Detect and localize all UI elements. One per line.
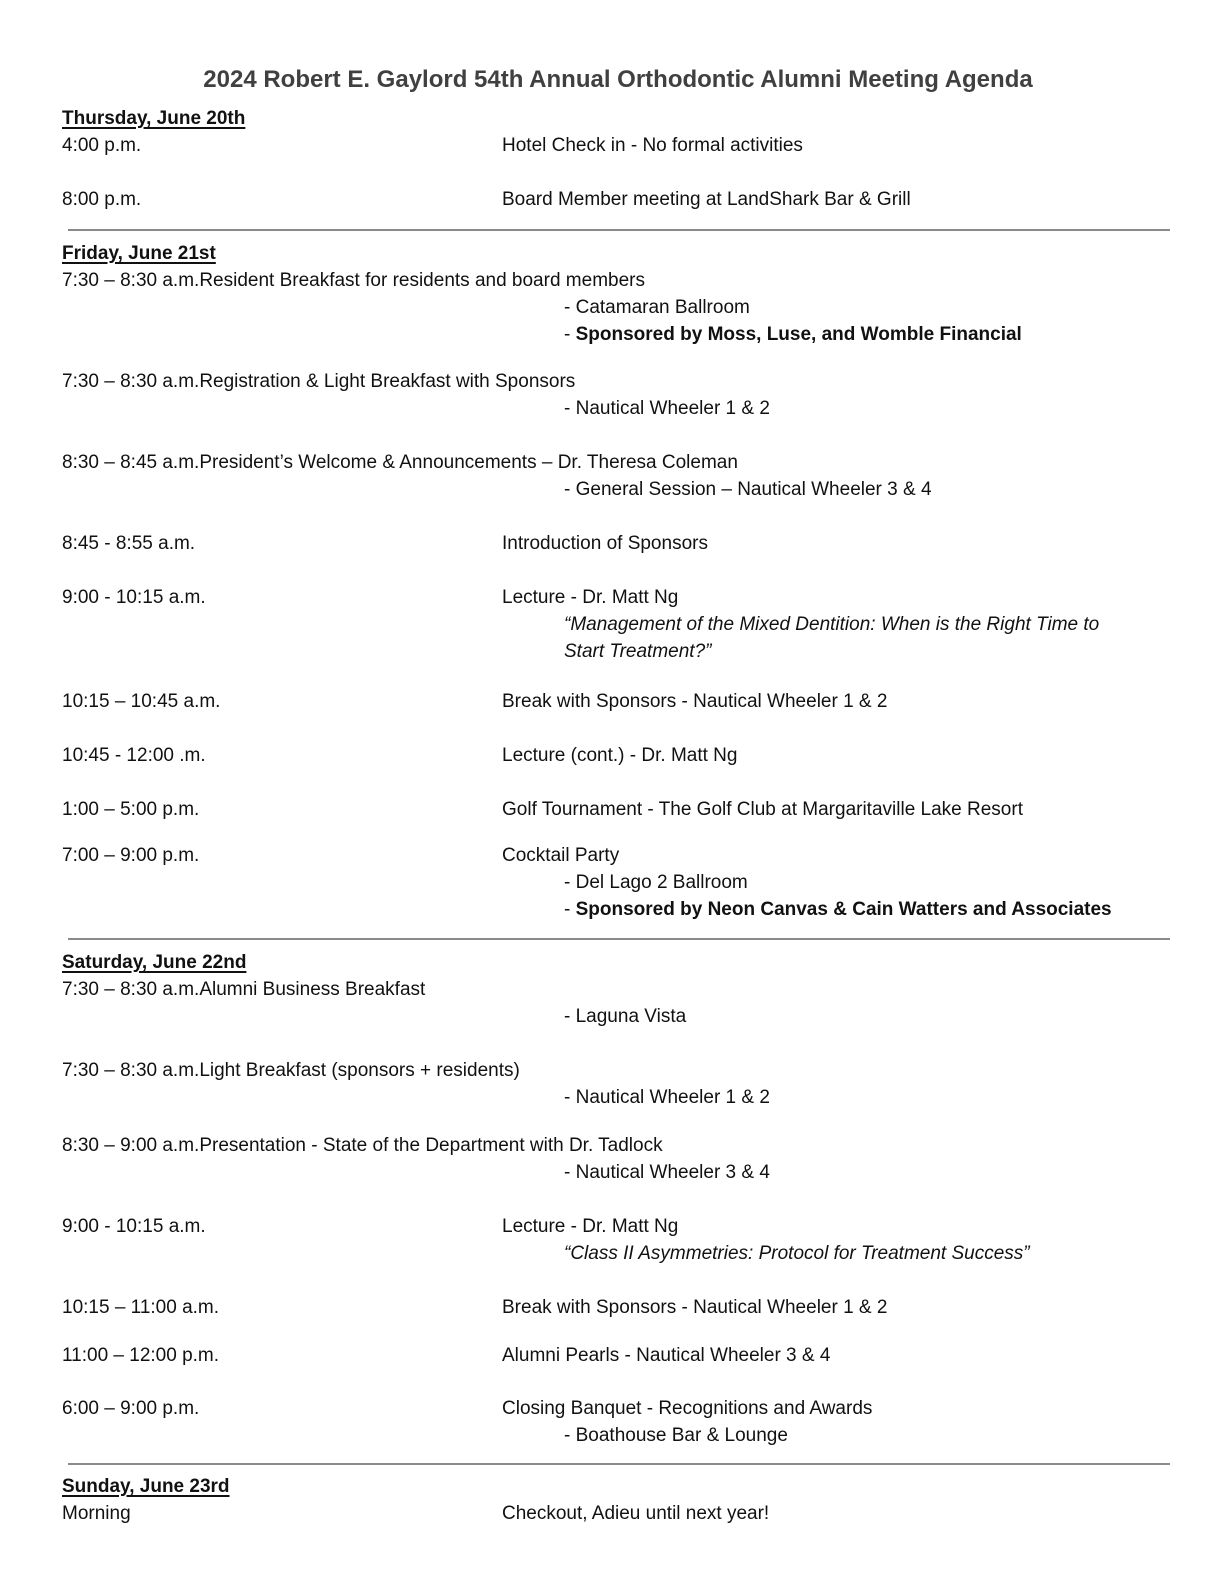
day-heading-friday: Friday, June 21st	[62, 243, 216, 264]
section-divider	[68, 938, 1170, 940]
agenda-description: Lecture - Dr. Matt Ng	[502, 587, 679, 608]
agenda-location: - General Session – Nautical Wheeler 3 & 4	[564, 479, 932, 500]
agenda-location: - Nautical Wheeler 1 & 2	[564, 1087, 770, 1108]
agenda-time: 10:15 – 10:45 a.m.	[62, 691, 221, 712]
agenda-time: 6:00 – 9:00 p.m.	[62, 1398, 200, 1419]
day-heading-sunday: Sunday, June 23rd	[62, 1476, 230, 1497]
agenda-time: 10:15 – 11:00 a.m.	[62, 1297, 220, 1318]
agenda-sponsor	[564, 325, 1022, 344]
sponsor-name: Sponsored by Moss, Luse, and Womble Financial	[575, 324, 1022, 345]
agenda-time: 8:00 p.m.	[62, 189, 142, 210]
section-divider	[68, 229, 1170, 231]
agenda-description: Break with Sponsors - Nautical Wheeler 1 & 2	[502, 691, 888, 712]
agenda-time: 10:45 - 12:00 .m.	[62, 745, 206, 766]
agenda-description: Lecture (cont.) - Dr. Matt Ng	[502, 745, 738, 766]
lecture-title: “Class II Asymmetries: Protocol for Treatment Success”	[564, 1243, 1030, 1264]
agenda-time: 9:00 - 10:15 a.m.	[62, 1216, 206, 1237]
day-heading-saturday: Saturday, June 22nd	[62, 952, 247, 973]
agenda-location: - Del Lago 2 Ballroom	[564, 872, 748, 893]
agenda-time: 8:45 - 8:55 a.m.	[62, 533, 196, 554]
agenda-line: 7:30 – 8:30 a.m.Registration & Light Breakfast with Sponsors	[62, 371, 576, 392]
agenda-line: 8:30 – 8:45 a.m.President’s Welcome & Announcements – Dr. Theresa Coleman	[62, 452, 738, 473]
agenda-description: Board Member meeting at LandShark Bar & Grill	[502, 189, 911, 210]
agenda-description: Alumni Pearls - Nautical Wheeler 3 & 4	[502, 1345, 831, 1366]
agenda-line: 7:30 – 8:30 a.m.Alumni Business Breakfast	[62, 979, 426, 1000]
page-title: 2024 Robert E. Gaylord 54th Annual Orthodontic Alumni Meeting Agenda	[203, 66, 1033, 93]
agenda-location: - Nautical Wheeler 3 & 4	[564, 1162, 770, 1183]
agenda-location: - Boathouse Bar & Lounge	[564, 1425, 788, 1446]
agenda-line: 7:30 – 8:30 a.m.Light Breakfast (sponsors + residents)	[62, 1060, 520, 1081]
agenda-line: 7:30 – 8:30 a.m.Resident Breakfast for residents and board members	[62, 270, 645, 291]
agenda-sponsor	[564, 900, 1112, 919]
agenda-time: Morning	[62, 1503, 131, 1524]
agenda-description: Hotel Check in - No formal activities	[502, 135, 803, 156]
sponsor-dash: -	[564, 324, 576, 345]
agenda-line: 8:30 – 9:00 a.m.Presentation - State of the Department with Dr. Tadlock	[62, 1135, 663, 1156]
agenda-time: 1:00 – 5:00 p.m.	[62, 799, 200, 820]
agenda-description: Cocktail Party	[502, 845, 620, 866]
agenda-location: - Nautical Wheeler 1 & 2	[564, 398, 770, 419]
agenda-description: Golf Tournament - The Golf Club at Margaritaville Lake Resort	[502, 799, 1023, 820]
sponsor-name: Sponsored by Neon Canvas & Cain Watters and Associates	[575, 899, 1112, 920]
lecture-title: “Management of the Mixed Dentition: When is the Right Time to	[564, 614, 1100, 635]
agenda-time: 9:00 - 10:15 a.m.	[62, 587, 206, 608]
lecture-title-continued: Start Treatment?”	[564, 641, 712, 662]
agenda-description: Introduction of Sponsors	[502, 533, 708, 554]
agenda-description: Break with Sponsors - Nautical Wheeler 1 & 2	[502, 1297, 888, 1318]
agenda-time: 7:00 – 9:00 p.m.	[62, 845, 200, 866]
agenda-description: Lecture - Dr. Matt Ng	[502, 1216, 679, 1237]
section-divider	[68, 1463, 1170, 1465]
agenda-time: 4:00 p.m.	[62, 135, 142, 156]
agenda-location: - Laguna Vista	[564, 1006, 687, 1027]
agenda-description: Checkout, Adieu until next year!	[502, 1503, 770, 1524]
sponsor-dash: -	[564, 899, 576, 920]
day-heading-thursday: Thursday, June 20th	[62, 108, 246, 129]
agenda-time: 11:00 – 12:00 p.m.	[62, 1345, 220, 1366]
agenda-location: - Catamaran Ballroom	[564, 297, 750, 318]
agenda-description: Closing Banquet - Recognitions and Awards	[502, 1398, 873, 1419]
